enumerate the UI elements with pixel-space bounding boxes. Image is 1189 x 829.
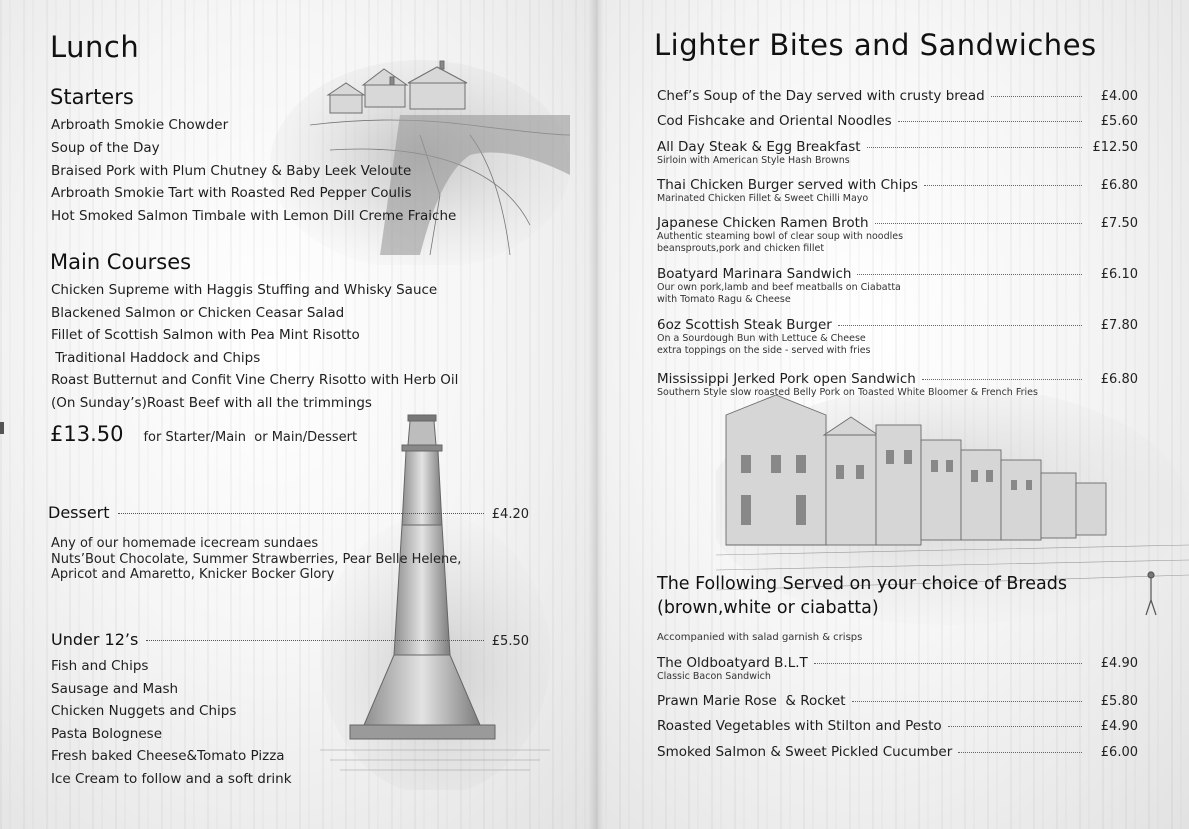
item-price: £4.90 — [1100, 719, 1138, 734]
breads-note: Accompanied with salad garnish & crisps — [657, 632, 863, 643]
item-price: £6.80 — [1100, 372, 1138, 387]
list-item: Fresh baked Cheese&Tomato Pizza — [51, 748, 285, 765]
item-name: Thai Chicken Burger served with Chips — [657, 177, 918, 193]
under-12-price: £5.50 — [491, 634, 529, 649]
under-12-row — [51, 630, 529, 649]
item-price: £5.60 — [1100, 114, 1138, 129]
item-description: Southern Style slow roasted Belly Pork on Toasted White Bloomer & French Fries — [657, 387, 1038, 398]
menu-item-prawn — [657, 693, 1138, 709]
item-price: £7.80 — [1100, 318, 1138, 333]
set-price: £13.50 — [50, 422, 124, 446]
menu-item-breakfast — [657, 139, 1138, 167]
item-price: £6.80 — [1100, 178, 1138, 193]
item-description: Our own pork,lamb and beef meatballs on Ciabatta — [657, 282, 901, 293]
list-item: Fillet of Scottish Salmon with Pea Mint Risotto — [51, 327, 360, 343]
leader-dots — [948, 726, 1082, 727]
item-name: Chef’s Soup of the Day served with crusty bread — [657, 88, 985, 104]
list-item: Sausage and Mash — [51, 680, 179, 697]
item-description: Sirloin with American Style Hash Browns — [657, 155, 850, 166]
main-courses-list — [51, 282, 458, 417]
item-description: with Tomato Ragu & Cheese — [657, 293, 791, 305]
leader-dots — [958, 752, 1082, 753]
list-item: Fish and Chips — [51, 658, 149, 674]
list-item: Traditional Haddock and Chips — [51, 349, 261, 366]
item-description: extra toppings on the side - served with fries — [657, 344, 871, 356]
starters-heading: Starters — [50, 85, 134, 109]
item-name: Mississippi Jerked Pork open Sandwich — [657, 371, 916, 387]
list-item: Ice Cream to follow and a soft drink — [51, 770, 292, 787]
menu-item-marinara — [657, 266, 1138, 305]
leader-dots — [991, 96, 1082, 97]
item-name: All Day Steak & Egg Breakfast — [657, 139, 861, 155]
lunch-title: Lunch — [50, 30, 140, 64]
leader-dots — [838, 325, 1082, 326]
item-name: Roasted Vegetables with Stilton and Pesto — [657, 718, 942, 734]
leader-dots — [814, 663, 1082, 664]
leader-dots — [852, 701, 1082, 702]
dessert-price: £4.20 — [491, 507, 529, 522]
item-name: Cod Fishcake and Oriental Noodles — [657, 113, 892, 129]
under-12-heading: Under 12’s — [51, 630, 139, 649]
leader-dots — [922, 379, 1082, 380]
menu-item-smoked-salmon — [657, 744, 1138, 760]
starters-list — [51, 117, 456, 231]
under-12-list — [51, 658, 292, 794]
menu-item-fishcake — [657, 113, 1138, 129]
list-item: Roast Butternut and Confit Vine Cherry Risotto with Herb Oil — [51, 372, 459, 388]
leader-dots — [867, 147, 1082, 148]
item-description: beansprouts,pork and chicken fillet — [657, 242, 825, 254]
page-edge-tab — [0, 422, 4, 434]
item-name: Japanese Chicken Ramen Broth — [657, 215, 869, 231]
item-name: Smoked Salmon & Sweet Pickled Cucumber — [657, 744, 953, 760]
dessert-row — [48, 503, 529, 522]
item-price: £6.10 — [1100, 267, 1138, 282]
right-page — [596, 0, 1189, 829]
item-description: Marinated Chicken Fillet & Sweet Chilli Mayo — [657, 193, 869, 204]
lighter-bites-title: Lighter Bites and Sandwiches — [654, 28, 1097, 62]
menu-item-ramen — [657, 215, 1138, 254]
list-item: Blackened Salmon or Chicken Ceasar Salad — [51, 304, 345, 321]
dessert-line: Apricot and Amaretto, Knicker Bocker Glory — [51, 567, 335, 582]
dessert-heading: Dessert — [48, 503, 110, 522]
item-name: The Oldboatyard B.L.T — [657, 655, 808, 671]
item-description: On a Sourdough Bun with Lettuce & Cheese — [657, 333, 866, 344]
list-item: Arbroath Smokie Tart with Roasted Red Pepper Coulis — [51, 185, 412, 202]
item-description: Authentic steaming bowl of clear soup with noodles — [657, 231, 904, 242]
leader-dots — [118, 513, 484, 514]
list-item: Arbroath Smokie Chowder — [51, 117, 229, 133]
item-price: £7.50 — [1100, 216, 1138, 231]
set-price-note: for Starter/Main or Main/Dessert — [143, 430, 358, 445]
list-item: Chicken Nuggets and Chips — [51, 703, 237, 720]
leader-dots — [924, 185, 1082, 186]
dessert-line: Nuts’Bout Chocolate, Summer Strawberries, Pear Belle Helene, — [51, 551, 462, 567]
breads-heading-line: The Following Served on your choice of Breads — [657, 574, 1067, 594]
dessert-line: Any of our homemade icecream sundaes — [51, 536, 319, 551]
main-courses-heading: Main Courses — [50, 250, 192, 274]
dessert-description — [51, 536, 461, 583]
item-price: £6.00 — [1100, 745, 1138, 760]
item-price: £5.80 — [1100, 694, 1138, 709]
lighthouse-illustration — [320, 405, 550, 790]
item-name: Boatyard Marinara Sandwich — [657, 266, 852, 282]
leader-dots — [875, 223, 1082, 224]
menu-item-soup — [657, 88, 1138, 104]
menu-item-blt — [657, 655, 1138, 683]
item-name: Prawn Marie Rose & Rocket — [657, 693, 846, 709]
leader-dots — [857, 274, 1082, 275]
leader-dots — [898, 121, 1082, 122]
item-name: 6oz Scottish Steak Burger — [657, 317, 832, 333]
list-item: Soup of the Day — [51, 139, 160, 156]
menu-item-thai-burger — [657, 177, 1138, 205]
leader-dots — [146, 640, 483, 641]
menu-item-jerked-pork — [657, 371, 1138, 399]
list-item: Chicken Supreme with Haggis Stuffing and Whisky Sauce — [51, 282, 438, 298]
item-price: £12.50 — [1092, 140, 1138, 155]
item-price: £4.00 — [1100, 89, 1138, 104]
item-description: Classic Bacon Sandwich — [657, 671, 771, 682]
set-price-line — [50, 422, 357, 446]
list-item: Pasta Bolognese — [51, 725, 162, 742]
menu-item-steak-burger — [657, 317, 1138, 356]
list-item: Hot Smoked Salmon Timbale with Lemon Dill Creme Fraiche — [51, 208, 457, 225]
list-item: Braised Pork with Plum Chutney & Baby Leek Veloute — [51, 162, 412, 179]
breads-heading — [657, 572, 1067, 620]
book-spine — [588, 0, 604, 829]
item-price: £4.90 — [1100, 656, 1138, 671]
list-item: (On Sunday’s)Roast Beef with all the trimmings — [51, 394, 372, 411]
breads-heading-line: (brown,white or ciabatta) — [657, 598, 879, 618]
menu-item-roasted-veg — [657, 718, 1138, 734]
